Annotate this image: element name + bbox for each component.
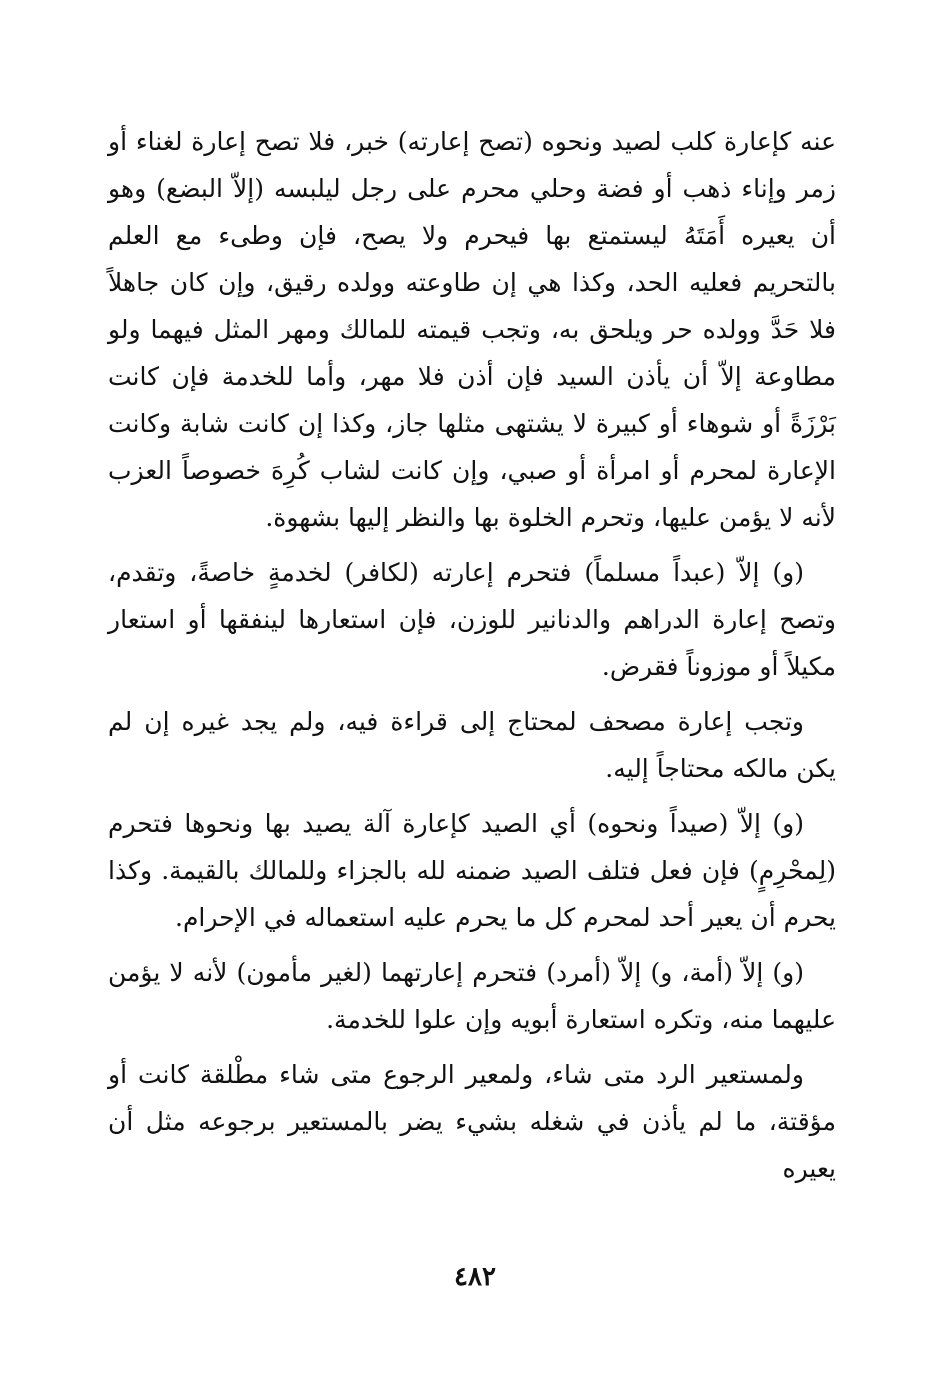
paragraph-4: (و) إلاّ (صيداً ونحوه) أي الصيد كإعارة آلة يصيد بها ونحوها فتحرم (لِمحْرِمٍ) فإن فعل فتلف الصيد ضمنه لله بالجزاء وللمالك بالقيمة. وكذا يحرم أن يعير أحد لمحرم كل ما يحرم عليه استعماله في الإحرام. bbox=[108, 809, 836, 932]
paragraph-5: (و) إلاّ (أمة، و) إلاّ (أمرد) فتحرم إعارتهما (لغير مأمون) لأنه لا يؤمن عليهما منه، وتكره استعارة أبويه وإن علوا للخدمة. bbox=[108, 958, 836, 1034]
page-number: ٤٨٢ bbox=[454, 1262, 496, 1292]
paragraph-1: عنه كإعارة كلب لصيد ونحوه (تصح إعارته) خبر، فلا تصح إعارة لغناء أو زمر وإناء ذهب أو فضة وحلي محرم على رجل ليلبسه (إلاّ البضع) وهو أن يعيره أَمَتَهُ ليستمتع بها فيحرم ولا يصح، فإن وطىء مع العلم بالتحريم فعليه الحد، وكذا هي إن طاوعته وولده رقيق، وإن كان جاهلاً فلا حَدَّ وولده حر ويلحق به، وتجب قيمته للمالك ومهر المثل فيهما ولو مطاوعة إلاّ أن يأذن السيد فإن أذن فلا مهر، وأما للخدمة فإن كانت بَرْزَةً أو شوهاء أو كبيرة لا يشتهى مثلها جاز، وكذا إن كانت شابة وكانت الإعارة لمحرم أو امرأة أو صبي، وإن كانت لشاب كُرِهَ خصوصاً العزب لأنه لا يؤمن عليها، وتحرم الخلوة بها والنظر إليها بشهوة. bbox=[108, 127, 836, 532]
page-body bbox=[108, 118, 836, 1192]
paragraph-2: (و) إلاّ (عبداً مسلماً) فتحرم إعارته (لكافر) لخدمةٍ خاصةً، وتقدم، وتصح إعارة الدراهم والدنانير للوزن، فإن استعارها لينفقها أو استعار مكيلاً أو موزوناً فقرض. bbox=[108, 558, 836, 681]
paragraph-3: وتجب إعارة مصحف لمحتاج إلى قراءة فيه، ولم يجد غيره إن لم يكن مالكه محتاجاً إليه. bbox=[108, 707, 836, 783]
paragraph-6: ولمستعير الرد متى شاء، ولمعير الرجوع متى شاء مطْلقة كانت أو مؤقتة، ما لم يأذن في شغله بشيء يضر بالمستعير برجوعه مثل أن يعيره bbox=[108, 1060, 836, 1183]
